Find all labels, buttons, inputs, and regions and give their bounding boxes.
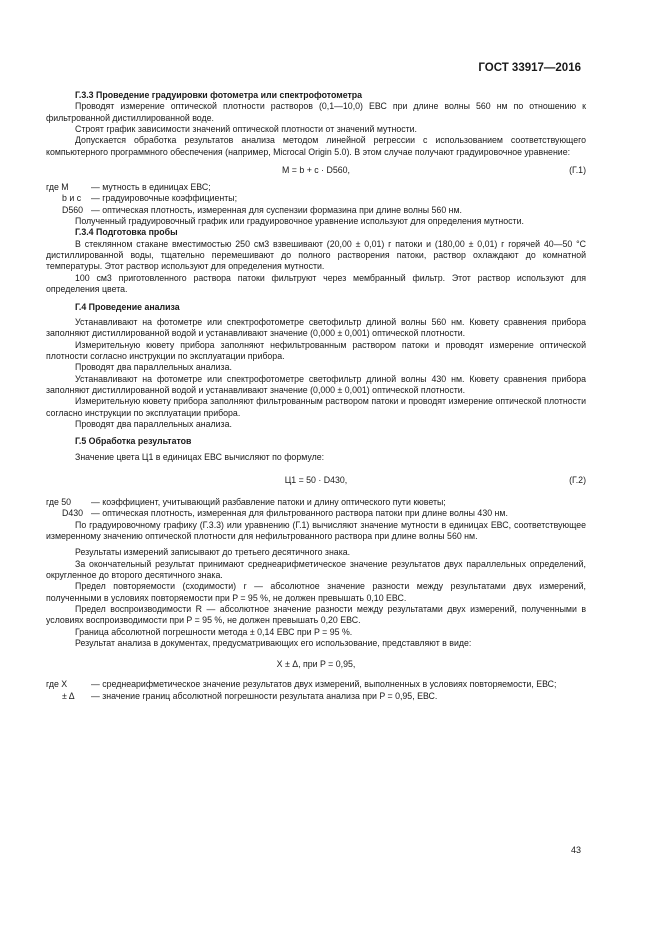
g33-paragraph-2: Строят график зависимости значений оптической плотности от значений мутности. (75, 124, 417, 135)
definition-row (46, 193, 586, 204)
g33-paragraph-4: Полученный градуировочный график или градуировочное уравнение используют для определения мутности. (75, 216, 524, 227)
definition-text: — значение границ абсолютной погрешности результата анализа при P = 0,95, ЕВС. (91, 690, 438, 701)
g4-paragraph-5: Измерительную кювету прибора заполняют фильтрованным раствором патоки и проводят измерение оптической плотности согласно инструкции по эксплуатации прибора. (46, 396, 586, 418)
heading-g4: Г.4 Проведение анализа (75, 301, 180, 312)
g33-paragraph-3: Допускается обработка результатов анализа методом линейной регрессии с использованием соответствующего компьютерного программного обеспечения (например, Microcal Origin 5.0). В этом случае получают градуировочное уравнение: (46, 135, 586, 157)
definition-text: — градуировочные коэффициенты; (91, 193, 238, 204)
g5-paragraph-5: Предел повторяемости (сходимости) r — абсолютное значение разности между результатами двух измерений, полученными в условиях повторяемости при P = 95 %, не должен превышать 0,10 ЕВС. (46, 581, 586, 603)
g34-paragraph-2: 100 см3 приготовленного раствора патоки фильтруют через мембранный фильтр. Этот раствор используют для определения цвета. (46, 272, 586, 295)
g4-paragraph-3: Проводят два параллельных анализа. (75, 362, 232, 373)
g4-paragraph-2: Измерительную кювету прибора заполняют нефильтрованным раствором патоки и проводят измерение оптической плотности согласно инструкции по эксплуатации прибора. (46, 339, 586, 361)
definition-row (46, 691, 586, 702)
definition-text: — оптическая плотность, измеренная для суспензии формазина при длине волны 560 нм. (91, 204, 463, 215)
standard-header: ГОСТ 33917—2016 (478, 62, 581, 74)
definition-symbol: ± Δ (62, 690, 75, 701)
g5-paragraph-7: Граница абсолютной погрешности метода ± 0,14 ЕВС при P = 95 %. (75, 626, 353, 637)
heading-g5: Г.5 Обработка результатов (75, 436, 192, 447)
page-content (46, 90, 586, 702)
formula-g1 (46, 161, 586, 179)
definition-row (46, 508, 586, 519)
heading-g33: Г.3.3 Проведение градуировки фотометра или спектрофотометра (75, 90, 363, 100)
definition-symbol: где M (46, 182, 69, 193)
g5-paragraph-2: По градуировочному графику (Г.3.3) или уравнению (Г.1) вычисляют значение мутности в единицах ЕВС, соответствующее измеренному значению оптической плотности для нефильтрованного раствора при длине волны 560 нм. (46, 519, 586, 541)
g5-paragraph-6: Предел воспроизводимости R — абсолютное значение разности между результатами двух измерений, полученными в условиях воспроизводимости при P = 95 %, не должен превышать 0,20 ЕВС. (46, 604, 586, 626)
formula-result (46, 655, 586, 673)
definition-symbol: D560 (62, 204, 84, 215)
formula-g2-expression: Ц1 = 50 · D430, (284, 474, 348, 485)
definition-text: — коэффициент, учитывающий разбавление патоки и длину оптического пути кюветы; (91, 496, 446, 507)
g5-paragraph-8: Результат анализа в документах, предусматривающих его использование, представляют в виде: (75, 638, 472, 649)
g5-paragraph-3: Результаты измерений записывают до третьего десятичного знака. (75, 547, 351, 558)
g4-paragraph-1: Устанавливают на фотометре или спектрофотометре светофильтр длиной волны 560 нм. Кювету сравнения прибора заполняют дистиллированной водой и устанавливают значение (0,000 ± 0,001) оптической плотности. (46, 316, 586, 339)
definition-row (46, 679, 586, 690)
definition-text: — среднеарифметическое значение результатов двух измерений, выполненных в условиях повторяемости, ЕВС; (91, 679, 557, 690)
definition-text: — оптическая плотность, измеренная для фильтрованного раствора патоки при длине волны 430 нм. (91, 508, 508, 519)
definition-symbol: где 50 (46, 496, 72, 507)
formula-g1-expression: M = b + c · D560, (282, 165, 350, 176)
formula-result-expression: X ± Δ, при P = 0,95, (276, 659, 356, 670)
g4-paragraph-6: Проводят два параллельных анализа. (75, 418, 232, 429)
g5-paragraph-1: Значение цвета Ц1 в единицах ЕВС вычисляют по формуле: (75, 451, 325, 462)
g5-paragraph-4: За окончательный результат принимают среднеарифметическое значение результатов двух параллельных определений, округленное до второго десятичного знака. (46, 558, 586, 581)
definition-row (46, 182, 586, 193)
g4-paragraph-4: Устанавливают на фотометре или спектрофотометре светофильтр длиной волны 430 нм. Кювету сравнения прибора заполняют дистиллированной водой и устанавливают значение (0,000 ± 0,001) оптической плотности. (46, 373, 586, 395)
definition-row (46, 205, 586, 216)
heading-g34: Г.3.4 Подготовка пробы (75, 227, 178, 238)
definition-symbol: D430 (62, 508, 84, 519)
g34-paragraph-1: В стеклянном стакане вместимостью 250 см3 взвешивают (20,00 ± 0,01) г патоки и (180,00 ± 0,01) г горячей 40—50 °С дистиллированной воды, тщательно перемешивают до полного растворения патоки, раствор охлаждают до комнатной температуры. Этот раствор используют для определения мутности. (46, 238, 586, 272)
definition-text: — мутность в единицах ЕВС; (91, 182, 211, 193)
definition-symbol: b и c (62, 193, 82, 204)
formula-g2 (46, 471, 586, 489)
definition-symbol: где X (46, 679, 68, 690)
page-number: 43 (570, 845, 581, 855)
g33-paragraph-1: Проводят измерение оптической плотности растворов (0,1—10,0) ЕВС при длине волны 560 нм по отношению к фильтрованной дистиллированной воде. (46, 101, 586, 123)
definition-row (46, 497, 586, 508)
formula-g1-number: (Г.1) (569, 165, 586, 176)
formula-g2-number: (Г.2) (569, 474, 586, 485)
